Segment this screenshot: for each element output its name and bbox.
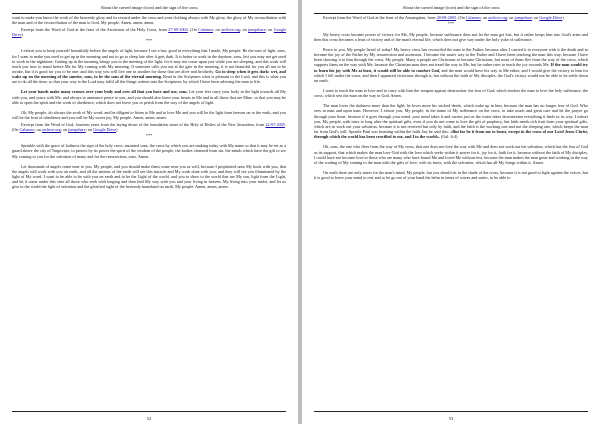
bold-emphasis: Go to sleep when it gets dark: wet, and wake up on the morning of the sunrise, sons, to be the sons of the eternal morning. [12,69,286,80]
paragraph: Let thousands of angels come near to you, My people, and you should make them come near you as well, because I prophesied unto My book with you, that the angels will work with you on earth, and all the nations of the earth will see this miracle and My work done with you, and they will see you illuminated by the light of My word. I want to be able to be with you on earth and to be the Light of the world, and you to show to the world that are My son, light from the Light, and let it come under this vine all those who seek with longing and then find My way with you and your living in heaven, My living into your midst, and let us give to the world the light of salvation and the glorified sight of the heavenly homeland on earth, My people. Amen, amen, amen. [12,163,286,190]
header-rule [314,13,588,14]
right-page [302,0,600,424]
archive-link[interactable]: archive.org [488,15,507,20]
bold-emphasis: If the man would try to learn his joy with Me at least, it would still be able to comfort God, [314,62,588,73]
bold-emphasis: Let your hands make many crosses over your body and over all that you have and use, sons. [21,89,188,95]
separator-stars: *** [447,21,455,27]
archive-link[interactable]: archive.org [221,26,240,32]
footer-rule [314,411,588,412]
source-citation: Excerpt from the Word of God at the feast of the Ascension of the Holy Cross, from 27-09-2004. (On Calameo; on archive.org; on jumpshare; on Google Drive) [12,26,286,37]
paragraph: Let your hands make many crosses over your body and over all that you have and use, sons. Let your feet carry your body in the light towards all My with you, and yours with Me, and always to announce peace to you, and you should also leave your hearts in Me and in all those that are Mine, so that you may be able to open the spirit and the work of obedience, which does not leave you to perish from the way of the angels of light. [12,89,286,105]
date-link[interactable]: 28-08-2005 [436,15,457,20]
left-page [0,0,298,424]
date-link[interactable]: 27-09-2004 [168,26,188,32]
paragraph: I exhort you to keep yourself beautifully before the angels of light, because I see a law, good in everything that I made, My people. Be the sons of light, sons, for I want to make you used to get up in the morning and not to go to sleep late after it gets dark. It is better to work in the daytime, sons, lest you may not get used to work in the nighttime. Getting up in the morning brings you to the meeting of the light, for it may not come upon you while you are sleeping, and this work will teach you how to stand before Me for My coming with My morning. If someone calls you out at the gate in the morning, it is not beautiful for you all not to be awake, but it is good for you to be one; and this way you will live one in another for those that are alive and brotherly. Go to sleep when it gets dark: wet, and wake up on the morning of the sunrise, sons, to be the sons of the eternal morning. Read in the Scriptures what is pleasant to the Lord, and this is what you are to do all the time; so that your way to the Lord may fulfil all the things written into the Scriptures, by which I have been advising the man to life. [12,48,286,85]
separator-stars: *** [145,38,153,44]
footer-rule [12,411,286,412]
calameo-link[interactable]: Calameo [198,26,213,32]
page-number-right: 53 [448,416,454,421]
paragraph: On earth there are only mires for the man's mind, My people, but you should sit in the shade of the cross, because it is not good to fight against the voices, but it is good to leave your mind to rest and to let go out of your hand the helm in times of waves and mires, to be able to [314,170,588,181]
paragraph: Sprinkle with the grace of holiness the sign of the holy cross, anointed sons, the cross by which you are making today with My name so that it may be set as a guard above the city of Targoviște, to protect by its power the spirit of the wisdom of the people, the bodies cleansed from sin, the minds which have the gift to see My coming to you for the salvation of many and for the resurrection, sons. Amen. [12,143,286,159]
calameo-link[interactable]: Calameo [19,126,35,132]
paragraph: My heavy cross became power of victory for Me, My people, because sufferance does not let the man get lost, but it rather keeps him into God's arms and then this cross becomes a feast of victory and of the man's eternal life, which does not give way under the holy yoke of sufferance. [314,31,588,42]
date-link[interactable]: 22-07-2005 [265,121,285,127]
paragraph: Oh, sons, the one who flees from the way of My cross, that one does not love the way with Me and does not work out his salvation, which has the fear of God as its support, that which makes the man love God with the love which seeks within it power for it, joy for it, faith for it, because without the faith of My disciples, I could have not become love to those who are many who have found Me and loved Me without rest, because the man makes the man great and working in the way of the waiting of My coming to the man with the gifts of love, with its fruits, with the salvation, which has all My things within it. Amen. [314,144,588,165]
left-page-body [12,15,286,408]
jumpshare-link[interactable]: jumpshare [68,126,86,132]
running-header-left: About the carved image (icon) and the sign of the cross [100,5,198,10]
running-header-right: About the carved image (icon) and the sign of the cross [402,5,500,10]
paragraph: Peace to you, My people Israel of today! My heavy cross has reconciled the man to the Father, because after I carried it to everyone with it the death and to become the joy of the Father by My resurrection and ascension. I became the man's way to the Father and I have been teaching the man this way, because I have been showing it to him through the cross, My people. Many a people are Christians or become Christians, but most of them flee from the way of the cross, which supports them on the way with Me, because the Christian man does not tread the way to Me, but he rather tries to teach the joy towards Me. If the man would try to learn his joy with Me at least, it would still be able to comfort God, and the man would have his way to Me either, and I would give the victory to him for which I fell under the cross, and then I appeared victorious through it, but without the faith of My disciples, the God's victory would not be able to be settle down on earth. [314,46,588,83]
google-drive-link[interactable]: Google Drive [93,126,117,132]
source-citation: Excerpt from the Word of God, fourteen years from the laying down of the foundation stone of the Holy of Holies of the New Jerusalem, from 22-07-2005. (On Calameo; on archive.org; on jumpshare; on Google Drive) [12,121,286,132]
right-page-body [314,15,588,408]
google-drive-link[interactable]: Google Drive [539,15,563,20]
source-citation: Excerpt from the Word of God at the feast of the Assumption, from 28-08-2005. (On Calameo; on archive.org; on jumpshare; on Google Drive) [323,15,564,20]
paragraph: want to make you know the work of the heavenly glory and its reward under the cross and your clothing always with My glory, the glory of My reconciliation with the man and of the reconciliation of the man to God, My people. Amen, amen, amen. [12,15,286,26]
header-rule [12,13,286,14]
scripture-reference: (Gal: 6:4) [440,134,458,140]
jumpshare-link[interactable]: jumpshare [248,26,266,32]
separator-stars: *** [145,133,153,139]
jumpshare-link[interactable]: jumpshare [514,15,532,20]
paragraph: The man loves the darkness more than the light; he loves more his wicked deeds, which wake up in him, because the man has no longer fear of God. Who sees in man and upon man. However, I exhort you, My people, in the name of My sufferance on the cross, to take much and great care and let the prayer go through your heart, because if it goes through your mind, your mind takes it and carries just as the water takes downstream everything it finds in its way. I exhort you, My people, with tears to long after the spiritual gifts, even if you do not come to love the gift of prophecy, but faith needs rich fruit from your spiritual gifts, which are to work out your salvation, because it is not received but only by faith, and the faith is the working one and not the sleeping one, which keeps the man far from God's will. Apostle Paul was boasting within the faith, but he said this: «But far be it from me to boast, except in the cross of our Lord Jesus Christ, through which the world has been crucified to me, and I to the world». (Gal: 6:4) [314,103,588,140]
google-drive-link[interactable]: Google Drive [12,26,286,37]
paragraph: Oh, My people, do always the work of My word, and be diligent to listen to Me and to love Me and you will be the light from heaven on to the earth, and you will be the fruit of obedience and you will be My sweet joy, My people. Amen, amen, amen. [12,109,286,121]
page-number-left: 52 [146,416,152,421]
paragraph: I want to teach the man to love and to carry with him the weapon against destruction: the fear of God, which teaches the man to love the holy sufferance, the cross, which sets the man on the way to God. Amen. [314,88,588,99]
archive-link[interactable]: archive.org [41,126,61,132]
calameo-link[interactable]: Calameo [465,15,481,20]
bold-emphasis: «But far be it from me to boast, except in the cross of our Lord Jesus Christ, through which the world has been crucified to me, and I to the world». [314,129,588,140]
